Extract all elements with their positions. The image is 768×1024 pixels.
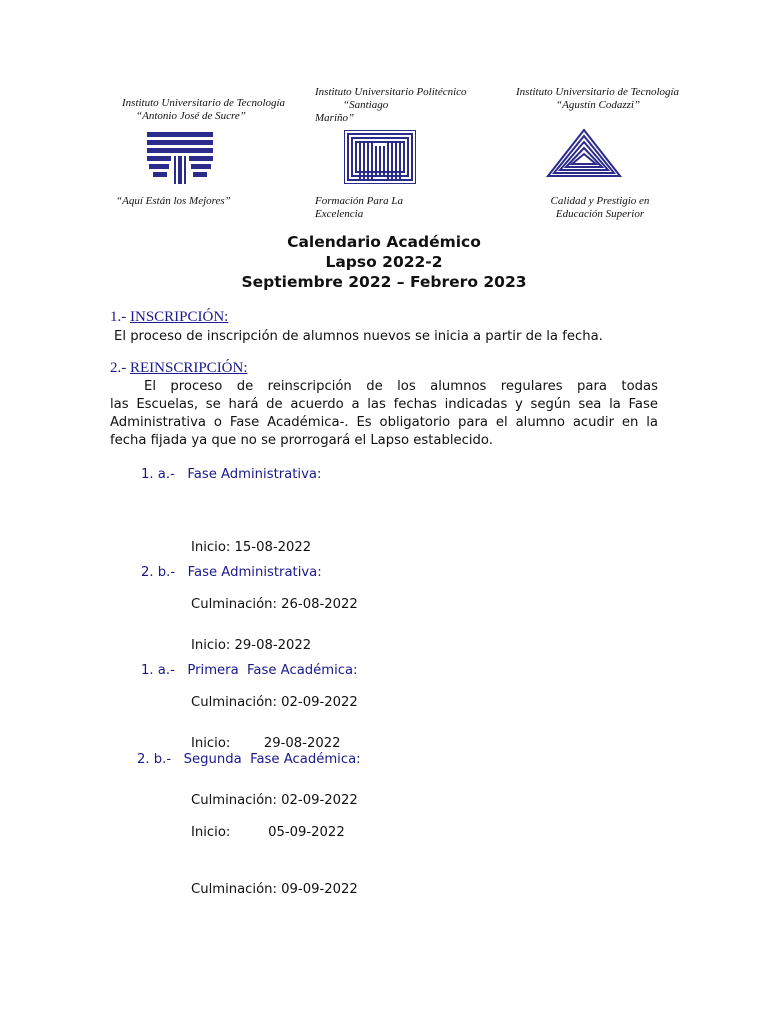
title-line1: Calendario Académico bbox=[287, 233, 481, 251]
section-2-number: 2.- bbox=[110, 360, 127, 376]
title-line2: Lapso 2022-2 bbox=[325, 253, 443, 271]
institute-2-name bbox=[315, 86, 500, 125]
phase-4-dates bbox=[191, 785, 358, 918]
institute-2-line3: Mariño” bbox=[315, 112, 355, 124]
section-2-line2: las Escuelas, se hará de acuerdo a las fechas indicadas y según sea la Fase bbox=[110, 397, 658, 412]
institute-3-motto-line1: Calidad y Prestigio en bbox=[550, 195, 650, 207]
phase-2-end: Culminación: 02-09-2022 bbox=[191, 695, 358, 710]
phase-2-label: 2. b.- Fase Administrativa: bbox=[141, 565, 322, 580]
phase-3-label: 1. a.- Primera Fase Académica: bbox=[141, 663, 358, 678]
section-2-paragraph bbox=[110, 378, 658, 450]
section-1-text: El proceso de inscripción de alumnos nuevos se inicia a partir de la fecha. bbox=[114, 329, 603, 344]
section-2-heading bbox=[110, 360, 248, 377]
phase-4-end: Culminación: 09-09-2022 bbox=[191, 882, 358, 897]
phase-3-start: Inicio: 29-08-2022 bbox=[191, 736, 341, 751]
institute-3-motto bbox=[520, 195, 680, 221]
phase-3-end: Culminación: 02-09-2022 bbox=[191, 793, 358, 808]
institute-3-motto-line2: Educación Superior bbox=[555, 208, 645, 220]
section-2-title: REINSCRIPCIÓN: bbox=[130, 360, 248, 376]
section-2-line4: fecha fijada ya que no se prorrogará el Lapso establecido. bbox=[110, 433, 493, 448]
iutajs-logo-icon bbox=[147, 132, 213, 184]
institute-1-name bbox=[122, 97, 312, 123]
phase-1-label: 1. a.- Fase Administrativa: bbox=[141, 467, 322, 482]
document-title bbox=[0, 232, 768, 292]
section-2-line1: El proceso de reinscripción de los alumnos regulares para todas bbox=[144, 379, 658, 394]
institute-2-motto-line1: Formación Para La bbox=[315, 195, 403, 207]
iupsm-logo-icon bbox=[344, 130, 416, 184]
phase-4-start: Inicio: 05-09-2022 bbox=[191, 825, 345, 840]
institute-1-line1: Instituto Universitario de Tecnología bbox=[122, 97, 286, 109]
iutac-logo-icon bbox=[546, 128, 622, 178]
institute-3-line2: “Agustín Codazzi” bbox=[556, 99, 641, 111]
section-1-title: INSCRIPCIÓN: bbox=[130, 309, 229, 325]
section-1-number: 1.- bbox=[110, 309, 127, 325]
phase-1-start: Inicio: 15-08-2022 bbox=[191, 540, 312, 555]
institute-2-line2: “Santiago bbox=[343, 99, 389, 111]
phase-4-label: 2. b.- Segunda Fase Académica: bbox=[137, 752, 361, 767]
phase-1-end: Culminación: 26-08-2022 bbox=[191, 597, 358, 612]
institute-2-motto bbox=[315, 195, 475, 221]
institute-2-motto-line2: Excelencia bbox=[315, 208, 364, 220]
title-line3: Septiembre 2022 – Febrero 2023 bbox=[241, 273, 527, 291]
section-1-heading bbox=[110, 309, 228, 326]
section-2-line3: Administrativa o Fase Académica-. Es obligatorio para el alumno acudir en la bbox=[110, 415, 658, 430]
institute-3-name bbox=[516, 86, 706, 112]
institute-1-motto: “Aquí Están los Mejores” bbox=[116, 195, 231, 207]
institute-1-line2: “Antonio José de Sucre” bbox=[136, 110, 246, 122]
institute-3-line1: Instituto Universitario de Tecnología bbox=[516, 86, 680, 98]
phase-2-start: Inicio: 29-08-2022 bbox=[191, 638, 312, 653]
institute-2-line1: Instituto Universitario Politécnico bbox=[315, 86, 467, 98]
